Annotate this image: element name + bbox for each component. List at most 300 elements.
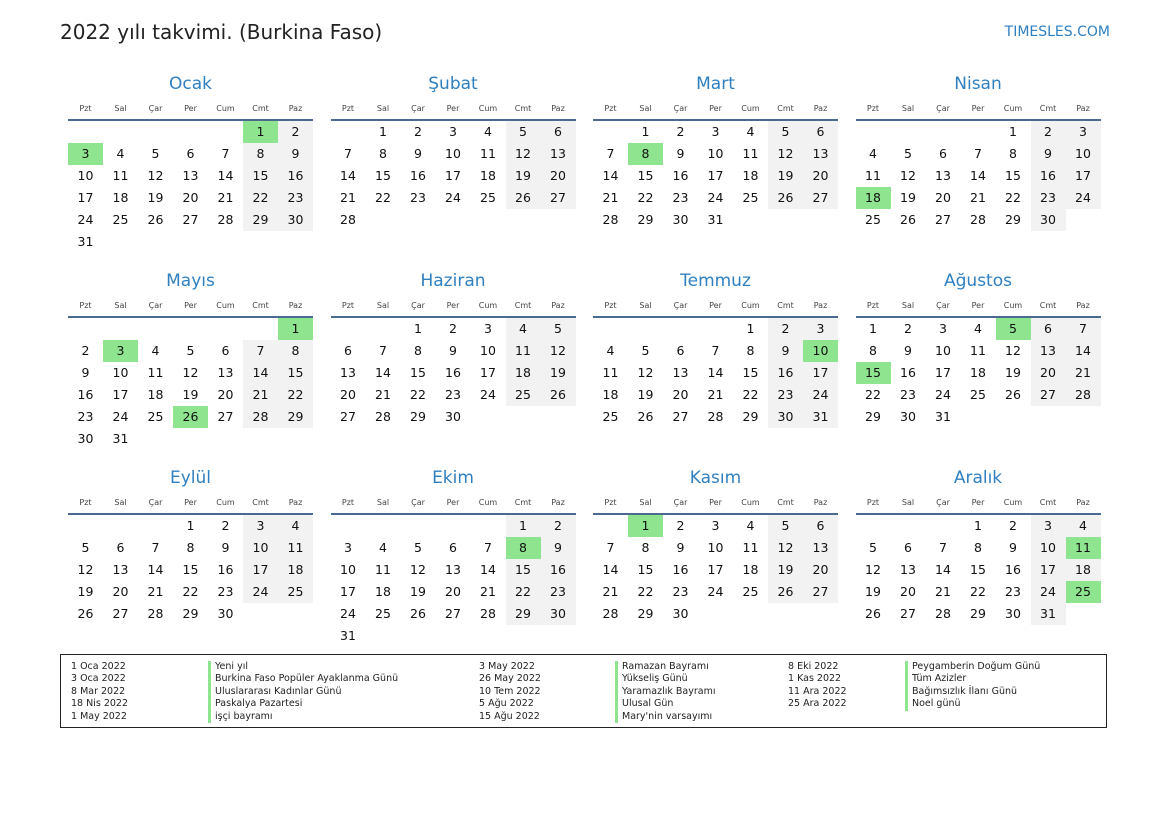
day-cell: 10 (243, 537, 278, 559)
day-cell: 9 (676, 146, 685, 161)
weekday-label: Sal (901, 498, 915, 507)
day-cell: 17 (480, 365, 496, 380)
day-cell: 21 (935, 584, 951, 599)
holiday-day-cell: 1 (278, 318, 313, 340)
day-cell: 18 (480, 168, 496, 183)
weekday-label: Pzt (79, 498, 92, 507)
weekday-label: Sal (901, 301, 915, 310)
day-cell: 20 (541, 165, 576, 187)
day-cell: 13 (182, 168, 199, 183)
day-cell: 30 (445, 409, 461, 424)
day-cell: 9 (1031, 143, 1066, 165)
weekday-label: Sal (639, 301, 652, 310)
day-cell: 8 (243, 143, 278, 165)
day-cell: 22 (182, 584, 199, 599)
day-cell: 3 (484, 321, 492, 336)
day-cell: 26 (541, 384, 576, 406)
day-cell: 15 (410, 365, 426, 380)
day-cell: 18 (506, 362, 541, 384)
day-cell: 17 (1031, 559, 1066, 581)
day-cell: 6 (344, 343, 352, 358)
day-cell: 4 (506, 318, 541, 340)
day-cell: 26 (768, 187, 803, 209)
day-cell: 21 (602, 190, 619, 205)
weekday-label: Çar (673, 104, 688, 113)
day-cell: 21 (602, 584, 619, 599)
day-cell: 23 (1005, 584, 1021, 599)
day-cell: 27 (803, 187, 838, 209)
weekday-label: Cmt (1039, 301, 1057, 310)
weekday-header (593, 299, 838, 313)
day-cell: 13 (340, 365, 356, 380)
day-cell: 24 (112, 409, 129, 424)
weekday-label: Paz (1076, 104, 1090, 113)
day-cell: 24 (1066, 187, 1101, 209)
day-cell: 24 (935, 387, 951, 402)
day-cell: 11 (970, 343, 986, 358)
month-days (68, 318, 313, 450)
day-cell: 18 (112, 190, 129, 205)
day-cell: 8 (641, 540, 650, 555)
weekday-label: Paz (813, 104, 828, 113)
weekday-header (856, 299, 1101, 313)
day-cell: 27 (935, 212, 951, 227)
weekday-label: Paz (288, 498, 303, 507)
day-cell: 16 (672, 562, 689, 577)
day-cell: 25 (742, 190, 759, 205)
holiday-day-cell: 3 (68, 143, 103, 165)
day-cell: 25 (375, 606, 391, 621)
day-cell: 9 (904, 343, 912, 358)
day-cell: 27 (217, 409, 234, 424)
day-cell: 10 (707, 146, 724, 161)
day-cell: 6 (221, 343, 230, 358)
day-cell: 28 (707, 409, 724, 424)
day-cell: 15 (375, 168, 391, 183)
holiday-date: 1 Kas 2022 (788, 673, 842, 685)
day-cell: 19 (77, 584, 94, 599)
day-cell: 14 (1066, 340, 1101, 362)
holiday-day-cell: 1 (628, 515, 663, 537)
day-cell: 24 (803, 384, 838, 406)
day-cell: 5 (904, 146, 912, 161)
site-brand-link[interactable]: TIMESLES.COM (1004, 24, 1110, 40)
day-cell: 3 (243, 515, 278, 537)
month-days (68, 515, 313, 647)
weekday-label: Per (971, 498, 985, 507)
day-cell: 13 (803, 537, 838, 559)
day-cell: 7 (606, 146, 615, 161)
day-cell: 22 (506, 581, 541, 603)
weekday-label: Pzt (604, 104, 617, 113)
day-cell: 23 (672, 190, 689, 205)
day-cell: 14 (243, 362, 278, 384)
day-cell: 27 (541, 187, 576, 209)
day-cell: 19 (147, 190, 164, 205)
day-cell: 3 (449, 124, 457, 139)
day-cell: 27 (1031, 384, 1066, 406)
day-cell: 1 (414, 321, 422, 336)
day-cell: 15 (742, 365, 759, 380)
day-cell: 21 (243, 384, 278, 406)
day-cell: 6 (1031, 318, 1066, 340)
weekday-label: Cmt (777, 104, 794, 113)
weekday-label: Cum (216, 301, 235, 310)
weekday-label: Paz (288, 301, 303, 310)
day-cell: 12 (410, 562, 426, 577)
holiday-name: Peygamberin Doğum Günü (912, 661, 1041, 672)
day-cell: 9 (81, 365, 90, 380)
holiday-name: Uluslararası Kadınlar Günü (215, 685, 342, 697)
holiday-day-cell: 25 (1066, 581, 1101, 603)
weekday-label: Paz (551, 104, 565, 113)
day-cell: 16 (445, 365, 461, 380)
weekday-label: Pzt (866, 104, 880, 113)
day-cell: 30 (1005, 606, 1021, 621)
weekday-label: Cmt (252, 498, 269, 507)
day-cell: 14 (340, 168, 356, 183)
weekday-label: Sal (376, 301, 390, 310)
day-cell: 10 (707, 540, 724, 555)
month-name: Mart (696, 74, 735, 94)
day-cell: 16 (1005, 562, 1021, 577)
weekday-label: Çar (148, 301, 163, 310)
holiday-name: Yükseliş Günü (622, 673, 688, 685)
day-cell: 21 (707, 387, 724, 402)
day-cell: 16 (672, 168, 689, 183)
day-cell: 5 (869, 540, 877, 555)
day-cell: 2 (81, 343, 90, 358)
day-cell: 17 (1066, 165, 1101, 187)
day-cell: 31 (77, 234, 94, 249)
day-cell: 1 (506, 515, 541, 537)
day-cell: 13 (541, 143, 576, 165)
day-cell: 2 (768, 318, 803, 340)
weekday-label: Cum (741, 104, 760, 113)
day-cell: 23 (768, 384, 803, 406)
day-cell: 4 (278, 515, 313, 537)
day-cell: 30 (900, 409, 916, 424)
day-cell: 13 (935, 168, 951, 183)
month-name: Kasım (689, 468, 742, 488)
day-cell: 24 (445, 190, 461, 205)
day-cell: 21 (340, 190, 356, 205)
day-cell: 3 (1031, 515, 1066, 537)
day-cell: 28 (602, 606, 619, 621)
day-cell: 4 (746, 124, 755, 139)
day-cell: 24 (480, 387, 496, 402)
day-cell: 13 (900, 562, 916, 577)
day-cell: 17 (243, 559, 278, 581)
month-name: Eylül (169, 468, 212, 488)
day-cell: 17 (803, 362, 838, 384)
day-cell: 19 (541, 362, 576, 384)
day-cell: 22 (243, 187, 278, 209)
day-cell: 28 (602, 212, 619, 227)
day-cell: 2 (1009, 518, 1017, 533)
day-cell: 9 (1009, 540, 1017, 555)
day-cell: 15 (278, 362, 313, 384)
day-cell: 21 (217, 190, 234, 205)
day-cell: 11 (147, 365, 164, 380)
month-name: Haziran (420, 271, 486, 291)
month-days (331, 515, 576, 647)
day-cell: 22 (742, 387, 759, 402)
day-cell: 1 (1009, 124, 1017, 139)
month-name: Nisan (954, 74, 1002, 94)
day-cell: 18 (970, 365, 986, 380)
holiday-name: Ulusal Gün (622, 698, 674, 710)
weekday-label: Çar (936, 104, 950, 113)
day-cell: 6 (803, 515, 838, 537)
day-cell: 2 (676, 124, 685, 139)
day-cell: 7 (711, 343, 720, 358)
day-cell: 12 (1005, 343, 1021, 358)
holiday-date-column (71, 661, 128, 723)
day-cell: 18 (742, 562, 759, 577)
month-name: Aralık (953, 468, 1003, 488)
weekday-label: Per (971, 301, 985, 310)
day-cell: 26 (865, 606, 881, 621)
holiday-day-cell: 15 (856, 362, 891, 384)
day-cell: 24 (243, 581, 278, 603)
day-cell: 27 (900, 606, 916, 621)
day-cell: 19 (900, 190, 916, 205)
day-cell: 17 (707, 562, 724, 577)
day-cell: 26 (900, 212, 916, 227)
day-cell: 26 (506, 187, 541, 209)
day-cell: 17 (935, 365, 951, 380)
day-cell: 12 (182, 365, 199, 380)
day-cell: 23 (278, 187, 313, 209)
day-cell: 24 (340, 606, 356, 621)
day-cell: 12 (637, 365, 654, 380)
day-cell: 10 (112, 365, 129, 380)
holiday-day-cell: 8 (506, 537, 541, 559)
day-cell: 12 (506, 143, 541, 165)
day-cell: 29 (182, 606, 199, 621)
weekday-header (68, 299, 313, 313)
weekday-label: Sal (376, 498, 390, 507)
weekday-label: Çar (148, 498, 163, 507)
day-cell: 7 (151, 540, 160, 555)
holiday-date: 15 Ağu 2022 (479, 710, 540, 722)
holiday-date-column (788, 661, 847, 711)
day-cell: 5 (768, 515, 803, 537)
day-cell: 6 (676, 343, 685, 358)
weekday-label: Pzt (79, 301, 92, 310)
holiday-legend (60, 654, 1107, 728)
day-cell: 30 (541, 603, 576, 625)
day-cell: 1 (186, 518, 195, 533)
day-cell: 28 (1066, 384, 1101, 406)
weekday-header (593, 496, 838, 510)
weekday-label: Pzt (604, 301, 617, 310)
day-cell: 17 (77, 190, 94, 205)
day-cell: 28 (217, 212, 234, 227)
day-cell: 29 (278, 406, 313, 428)
holiday-day-cell: 18 (856, 187, 891, 209)
day-cell: 11 (278, 537, 313, 559)
holiday-date: 26 May 2022 (479, 673, 541, 685)
weekday-label: Çar (673, 498, 688, 507)
weekday-label: Cum (216, 104, 235, 113)
month-name: Temmuz (680, 271, 751, 291)
day-cell: 2 (449, 321, 457, 336)
day-cell: 27 (672, 409, 689, 424)
day-cell: 7 (221, 146, 230, 161)
day-cell: 25 (742, 584, 759, 599)
weekday-label: Cum (216, 498, 235, 507)
weekday-label: Per (709, 301, 722, 310)
month-name: Ağustos (944, 271, 1012, 291)
weekday-label: Sal (639, 498, 652, 507)
weekday-label: Sal (639, 104, 652, 113)
day-cell: 23 (900, 387, 916, 402)
day-cell: 18 (278, 559, 313, 581)
month-name: Mayıs (166, 271, 215, 291)
holiday-name: Paskalya Pazartesi (215, 698, 303, 710)
month-name: Ocak (169, 74, 212, 94)
day-cell: 14 (970, 168, 986, 183)
month-days (856, 121, 1101, 253)
day-cell: 6 (186, 146, 195, 161)
day-cell: 2 (676, 518, 685, 533)
day-cell: 17 (707, 168, 724, 183)
weekday-label: Paz (813, 301, 828, 310)
weekday-label: Sal (901, 104, 915, 113)
day-cell: 5 (541, 318, 576, 340)
weekday-label: Sal (114, 104, 127, 113)
day-cell: 28 (375, 409, 391, 424)
day-cell: 7 (974, 146, 982, 161)
day-cell: 6 (116, 540, 125, 555)
weekday-label: Cum (1003, 498, 1023, 507)
day-cell: 14 (480, 562, 496, 577)
day-cell: 26 (637, 409, 654, 424)
weekday-label: Pzt (79, 104, 92, 113)
day-cell: 11 (742, 540, 759, 555)
weekday-label: Per (446, 498, 460, 507)
day-cell: 5 (641, 343, 650, 358)
day-cell: 10 (935, 343, 951, 358)
holiday-date: 5 Ağu 2022 (479, 698, 534, 710)
day-cell: 18 (375, 584, 391, 599)
day-cell: 6 (449, 540, 457, 555)
day-cell: 25 (602, 409, 619, 424)
day-cell: 10 (480, 343, 496, 358)
day-cell: 14 (935, 562, 951, 577)
day-cell: 5 (414, 540, 422, 555)
day-cell: 17 (340, 584, 356, 599)
holiday-day-cell: 8 (628, 143, 663, 165)
day-cell: 12 (865, 562, 881, 577)
day-cell: 5 (81, 540, 90, 555)
day-cell: 31 (1031, 603, 1066, 625)
day-cell: 23 (672, 584, 689, 599)
day-cell: 5 (768, 121, 803, 143)
holiday-date: 1 Oca 2022 (71, 661, 126, 672)
holiday-name: Tüm Azizler (912, 673, 967, 685)
day-cell: 2 (541, 515, 576, 537)
day-cell: 27 (340, 409, 356, 424)
day-cell: 26 (768, 581, 803, 603)
holiday-day-cell: 11 (1066, 537, 1101, 559)
day-cell: 18 (602, 387, 619, 402)
day-cell: 16 (410, 168, 426, 183)
weekday-label: Pzt (866, 498, 880, 507)
day-cell: 4 (116, 146, 125, 161)
weekday-header (856, 102, 1101, 116)
holiday-name-column (208, 661, 398, 723)
holiday-day-cell: 1 (243, 121, 278, 143)
weekday-label: Pzt (604, 498, 617, 507)
day-cell: 10 (1031, 537, 1066, 559)
day-cell: 20 (672, 387, 689, 402)
day-cell: 15 (243, 165, 278, 187)
weekday-label: Per (709, 104, 722, 113)
weekday-label: Cmt (1039, 104, 1057, 113)
day-cell: 20 (217, 387, 234, 402)
day-cell: 6 (904, 540, 912, 555)
day-cell: 9 (278, 143, 313, 165)
day-cell: 25 (112, 212, 129, 227)
day-cell: 3 (344, 540, 352, 555)
holiday-date: 8 Mar 2022 (71, 685, 126, 697)
day-cell: 14 (602, 168, 619, 183)
day-cell: 9 (768, 340, 803, 362)
day-cell: 31 (935, 409, 951, 424)
weekday-label: Per (184, 104, 197, 113)
weekday-label: Cum (478, 301, 498, 310)
day-cell: 15 (637, 562, 654, 577)
day-cell: 23 (77, 409, 94, 424)
weekday-label: Sal (376, 104, 390, 113)
weekday-label: Çar (673, 301, 688, 310)
holiday-date: 25 Ara 2022 (788, 698, 847, 710)
day-cell: 20 (182, 190, 199, 205)
day-cell: 22 (278, 384, 313, 406)
holiday-date-column (479, 661, 541, 723)
day-cell: 17 (112, 387, 129, 402)
day-cell: 21 (375, 387, 391, 402)
day-cell: 25 (865, 212, 881, 227)
day-cell: 16 (768, 362, 803, 384)
day-cell: 22 (410, 387, 426, 402)
holiday-date: 11 Ara 2022 (788, 685, 847, 697)
day-cell: 22 (637, 584, 654, 599)
day-cell: 13 (803, 143, 838, 165)
day-cell: 30 (1031, 209, 1066, 231)
day-cell: 20 (900, 584, 916, 599)
day-cell: 15 (182, 562, 199, 577)
weekday-header (68, 102, 313, 116)
day-cell: 13 (217, 365, 234, 380)
day-cell: 22 (375, 190, 391, 205)
day-cell: 3 (803, 318, 838, 340)
day-cell: 2 (278, 121, 313, 143)
day-cell: 6 (803, 121, 838, 143)
day-cell: 10 (340, 562, 356, 577)
day-cell: 19 (768, 165, 803, 187)
day-cell: 28 (480, 606, 496, 621)
day-cell: 28 (340, 212, 356, 227)
weekday-header (68, 496, 313, 510)
day-cell: 25 (480, 190, 496, 205)
weekday-label: Per (446, 301, 460, 310)
day-cell: 31 (112, 431, 129, 446)
day-cell: 26 (77, 606, 94, 621)
